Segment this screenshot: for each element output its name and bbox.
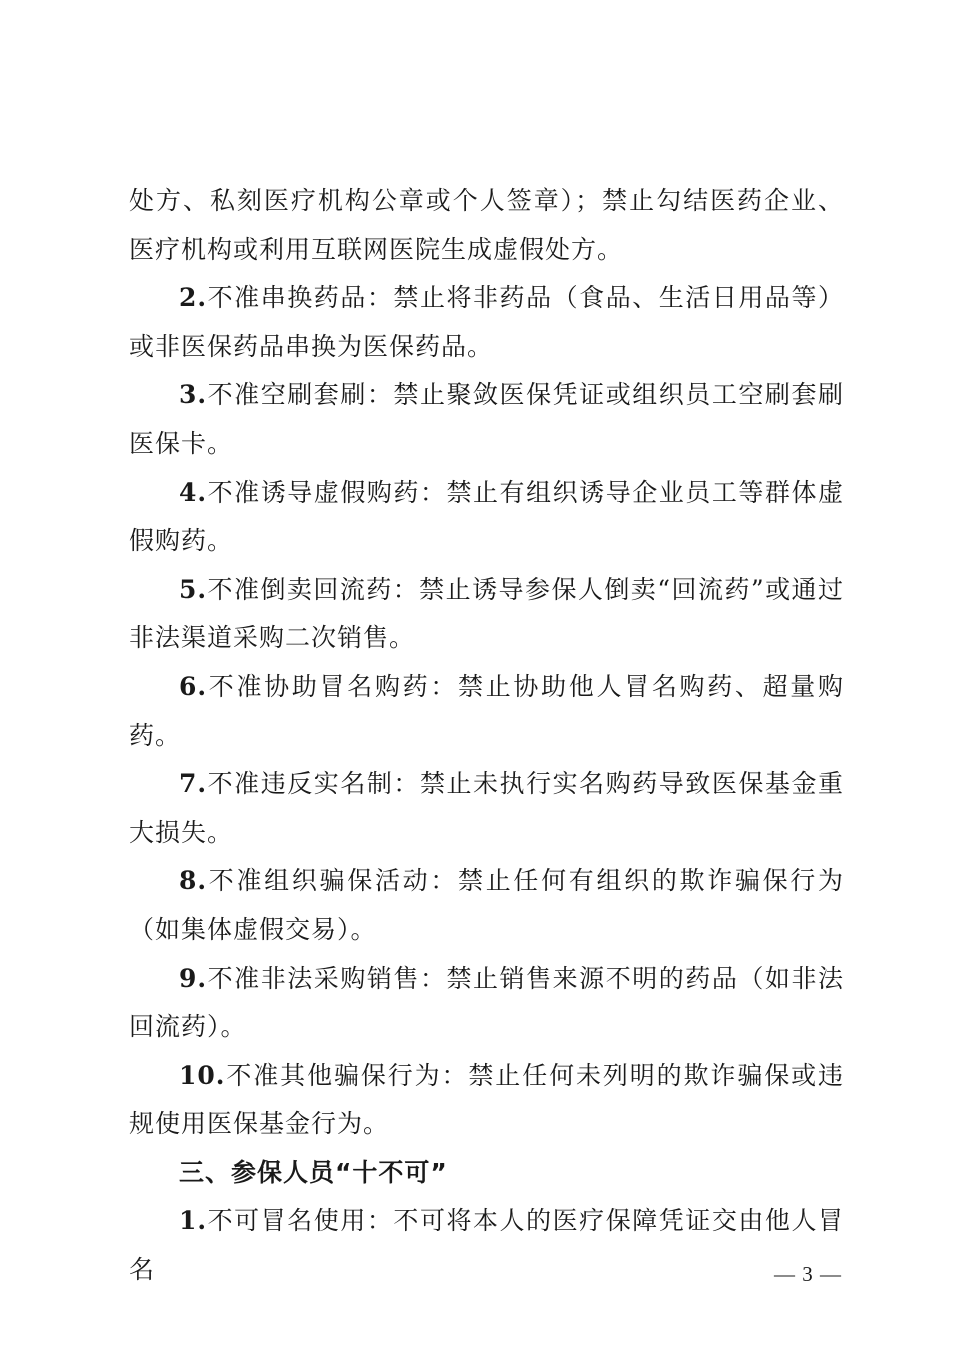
paragraph-text: 不准协助冒名购药：禁止协助他人冒名购药、超量购药。 bbox=[129, 671, 844, 750]
item-number: 6. bbox=[179, 671, 208, 701]
document-body bbox=[129, 177, 844, 1295]
paragraph-text: 不准空刷套刷：禁止聚敛医保凭证或组织员工空刷套刷医保卡。 bbox=[129, 380, 844, 458]
paragraph-item-9 bbox=[129, 955, 844, 1052]
item-number: 9. bbox=[179, 963, 208, 993]
paragraph-text: 不准倒卖回流药：禁止诱导参保人倒卖“回流药”或通过非法渠道采购二次销售。 bbox=[129, 574, 844, 653]
paragraph-text: 不准诱导虚假购药：禁止有组织诱导企业员工等群体虚假购药。 bbox=[129, 477, 844, 556]
paragraph-text: 不准违反实名制：禁止未执行实名购药导致医保基金重大损失。 bbox=[129, 769, 844, 847]
item-number: 5. bbox=[179, 574, 208, 604]
item-number: 10. bbox=[179, 1060, 226, 1090]
paragraph-item-4 bbox=[129, 469, 844, 566]
section-paragraph-item-1 bbox=[129, 1197, 844, 1294]
page-number: — 3 — bbox=[774, 1262, 842, 1286]
paragraph-text: 不准组织骗保活动：禁止任何有组织的欺诈骗保行为（如集体虚假交易）。 bbox=[129, 866, 844, 944]
section-heading: 三、参保人员“十不可” bbox=[179, 1157, 448, 1187]
paragraph-item-6 bbox=[129, 663, 844, 760]
paragraph-continuation bbox=[129, 177, 844, 274]
paragraph-item-7 bbox=[129, 760, 844, 857]
paragraph-text: 不准串换药品：禁止将非药品（食品、生活日用品等）或非医保药品串换为医保药品。 bbox=[129, 283, 844, 361]
item-number: 8. bbox=[179, 866, 208, 896]
paragraph-text: 不可冒名使用：不可将本人的医疗保障凭证交由他人冒名 bbox=[129, 1206, 844, 1285]
paragraph-text: 不准其他骗保行为：禁止任何未列明的欺诈骗保或违规使用医保基金行为。 bbox=[129, 1060, 844, 1139]
paragraph-item-3 bbox=[129, 371, 844, 468]
item-number: 2. bbox=[179, 283, 208, 313]
paragraph-text: 不准非法采购销售：禁止销售来源不明的药品（如非法回流药）。 bbox=[129, 963, 844, 1042]
item-number: 7. bbox=[179, 769, 208, 799]
paragraph-item-8 bbox=[129, 857, 844, 954]
paragraph-item-10 bbox=[129, 1052, 844, 1149]
paragraph-item-5 bbox=[129, 566, 844, 663]
item-number: 4. bbox=[179, 477, 208, 507]
paragraph-text: 处方、私刻医疗机构公章或个人签章）；禁止勾结医药企业、医疗机构或利用互联网医院生成虚假处方。 bbox=[129, 186, 844, 264]
item-number: 3. bbox=[179, 380, 208, 410]
item-number: 1. bbox=[179, 1206, 208, 1236]
paragraph-item-2 bbox=[129, 274, 844, 371]
